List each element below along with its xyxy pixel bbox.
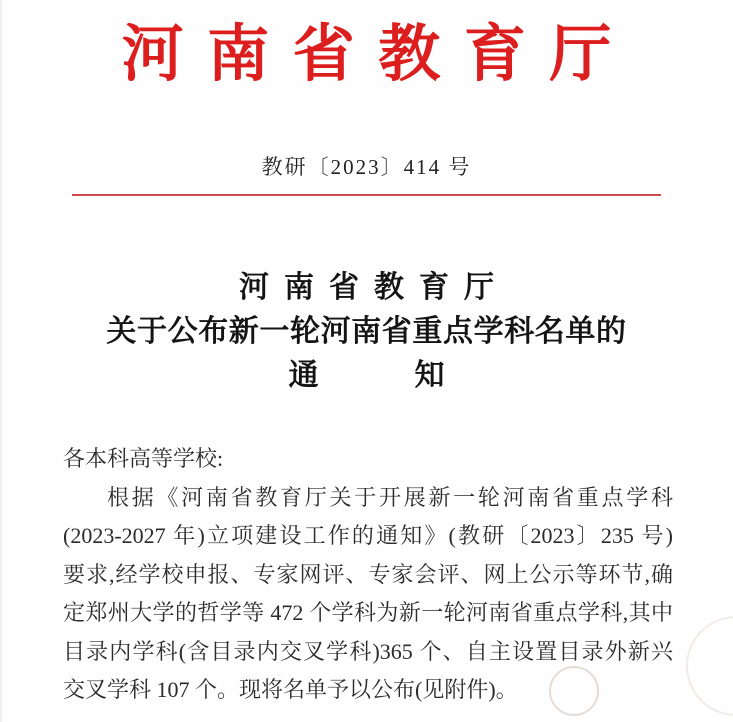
notice-char-right: 知: [414, 359, 445, 392]
document-body: [63, 440, 673, 710]
salutation-line: 各本科高等学校:: [63, 446, 224, 471]
body-line: (2023-2027 年)立项建设工作的通知》(教研〔2023〕235 号): [63, 523, 673, 548]
body-line: 定郑州大学的哲学等 472 个学科为新一轮河南省重点学科,其中: [63, 600, 673, 625]
agency-red-header: 河南省教育厅: [121, 21, 635, 89]
title-notice-line: [0, 354, 733, 398]
body-line: 交叉学科 107 个。现将名单予以公布(见附件)。: [63, 677, 518, 702]
title-subject-line: 关于公布新一轮河南省重点学科名单的: [106, 315, 627, 348]
scan-edge-artifact: [0, 0, 2, 722]
body-line: 目录内学科(含目录内交叉学科)365 个、自主设置目录外新兴: [63, 638, 673, 664]
red-divider-line: [72, 194, 661, 196]
title-agency-line: 河南省教育厅: [239, 271, 509, 304]
notice-char-left: 通: [288, 359, 319, 392]
document-title: [0, 266, 733, 398]
body-line: 要求,经学校申报、专家网评、专家会评、网上公示等环节,确: [63, 561, 673, 587]
body-line: 根据《河南省教育厅关于开展新一轮河南省重点学科: [107, 484, 673, 510]
watermark-circle-icon: [686, 616, 733, 716]
document-number: 教研〔2023〕414 号: [261, 155, 472, 179]
